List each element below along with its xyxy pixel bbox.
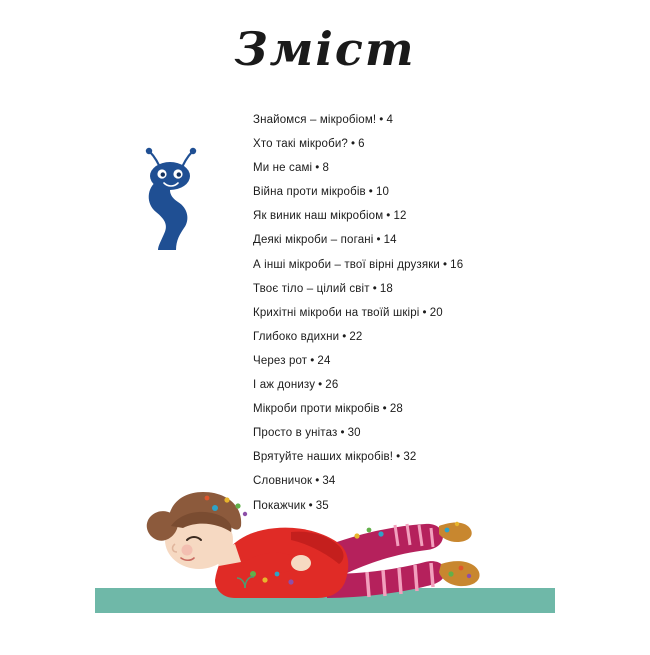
toc-entry-label: Твоє тіло – цілий світ: [253, 282, 370, 295]
toc-entry[interactable]: [253, 308, 633, 320]
toc-entry-separator: •: [368, 186, 373, 199]
toc-entry-page: 18: [379, 282, 393, 295]
toc-entry-page: 30: [347, 427, 361, 440]
toc-entry-page: 12: [393, 210, 407, 223]
toc-entry-separator: •: [315, 162, 320, 175]
toc-entry-page: 10: [375, 186, 390, 199]
toc-entry-label: Через рот: [253, 354, 308, 367]
toc-entry-separator: •: [340, 427, 345, 440]
toc-entry-label: Врятуйте наших мікробів!: [253, 451, 394, 464]
table-of-contents: [253, 115, 633, 525]
toc-entry-label: Як виник наш мікробіом: [253, 210, 384, 223]
toc-entry-separator: •: [350, 138, 356, 151]
toc-entry[interactable]: [253, 235, 633, 247]
toc-entry-page: 32: [403, 451, 417, 464]
toc-entry-separator: •: [372, 282, 377, 295]
toc-entry[interactable]: [253, 404, 633, 416]
toc-entry-page: 28: [389, 403, 403, 416]
toc-entry-page: 26: [325, 379, 339, 392]
reclining-girl-illustration: [95, 470, 555, 650]
toc-entry-separator: •: [315, 475, 320, 488]
toc-entry-page: 16: [450, 258, 464, 271]
toc-entry[interactable]: [253, 284, 633, 296]
toc-entry-page: 35: [315, 499, 329, 512]
toc-entry[interactable]: [253, 187, 633, 199]
blue-worm-mascot: [128, 142, 214, 257]
toc-entry-page: 34: [322, 475, 336, 488]
toc-entry-label: Словничок: [253, 475, 313, 488]
toc-entry-page: 8: [322, 162, 329, 175]
toc-entry-separator: •: [308, 499, 313, 512]
toc-entry-separator: •: [379, 114, 384, 126]
toc-entry[interactable]: [253, 452, 633, 464]
toc-entry-separator: •: [442, 258, 448, 271]
toc-entry-separator: •: [422, 306, 427, 319]
toc-entry-page: 24: [317, 354, 331, 367]
toc-entry-label: Глибоко вдихни: [253, 330, 340, 343]
toc-entry[interactable]: [253, 115, 633, 127]
toc-entry-separator: •: [382, 403, 387, 416]
toc-entry-page: 14: [383, 234, 397, 247]
toc-entry-label: Покажчик: [253, 499, 306, 512]
toc-entry-page: 4: [386, 114, 393, 126]
toc-entry-label: Хто такі мікроби?: [253, 138, 348, 151]
toc-entry[interactable]: [253, 428, 633, 440]
toc-entry-page: 22: [349, 330, 363, 343]
page-title: Зміст: [234, 22, 416, 76]
toc-entry-label: Ми не самі: [253, 162, 313, 175]
toc-entry-separator: •: [376, 234, 381, 247]
toc-entry-separator: •: [386, 210, 391, 223]
toc-entry[interactable]: [253, 139, 633, 151]
toc-entry-separator: •: [342, 330, 347, 343]
toc-entry-label: Знайомся – мікробіом!: [253, 114, 377, 126]
toc-entry-page: 20: [429, 306, 443, 319]
toc-entry[interactable]: [253, 332, 633, 344]
toc-entry[interactable]: [253, 260, 633, 272]
toc-entry[interactable]: [253, 380, 633, 392]
toc-entry-separator: •: [318, 379, 323, 392]
toc-entry-label: Війна проти мікробів: [253, 186, 366, 199]
toc-entry-label: І аж донизу: [253, 379, 316, 392]
toc-entry-label: Просто в унітаз: [253, 427, 338, 440]
toc-entry-label: Деякі мікроби – погані: [253, 234, 374, 247]
toc-entry[interactable]: [253, 163, 633, 175]
toc-entry-page: 6: [358, 138, 365, 151]
toc-entry-label: Мікроби проти мікробів: [253, 403, 380, 416]
toc-entry-separator: •: [396, 451, 401, 464]
toc-entry-label: Крихітні мікроби на твоїй шкірі: [253, 306, 420, 319]
toc-entry[interactable]: [253, 356, 633, 368]
toc-entry-label: А інші мікроби – твої вірні друзяки: [253, 258, 440, 271]
toc-entry[interactable]: [253, 211, 633, 223]
toc-entry-separator: •: [310, 354, 315, 367]
